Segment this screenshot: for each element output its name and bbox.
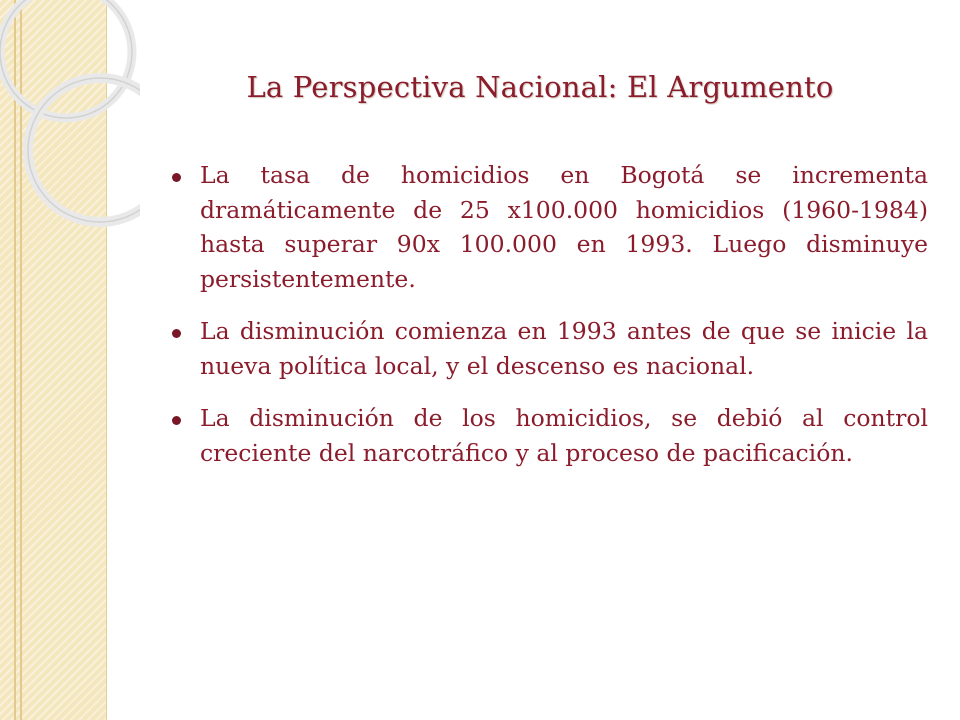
decorative-ring-outer xyxy=(0,0,132,118)
decorative-rings xyxy=(0,0,140,260)
bullet-text: La disminución comienza en 1993 antes de que se inicie la nueva política local, y el descenso es nacional. xyxy=(200,317,928,380)
bullet-list xyxy=(172,158,928,488)
bullet-text: La tasa de homicidios en Bogotá se incrementa dramáticamente de 25 x100.000 homicidios (1960-1984) hasta superar 90x 100.000 en 1993. Luego disminuye persistentemente. xyxy=(200,161,928,293)
bullet-item xyxy=(172,158,928,296)
bullet-item xyxy=(172,314,928,383)
bullet-dot-icon xyxy=(172,329,181,338)
bullet-dot-icon xyxy=(172,416,181,425)
slide-title: La Perspectiva Nacional: El Argumento xyxy=(246,70,834,104)
bullet-dot-icon xyxy=(172,173,181,182)
decorative-ring-inner xyxy=(28,78,140,222)
bullet-text: La disminución de los homicidios, se debió al control creciente del narcotráfico y al proceso de pacificación. xyxy=(200,404,928,467)
bullet-item xyxy=(172,401,928,470)
